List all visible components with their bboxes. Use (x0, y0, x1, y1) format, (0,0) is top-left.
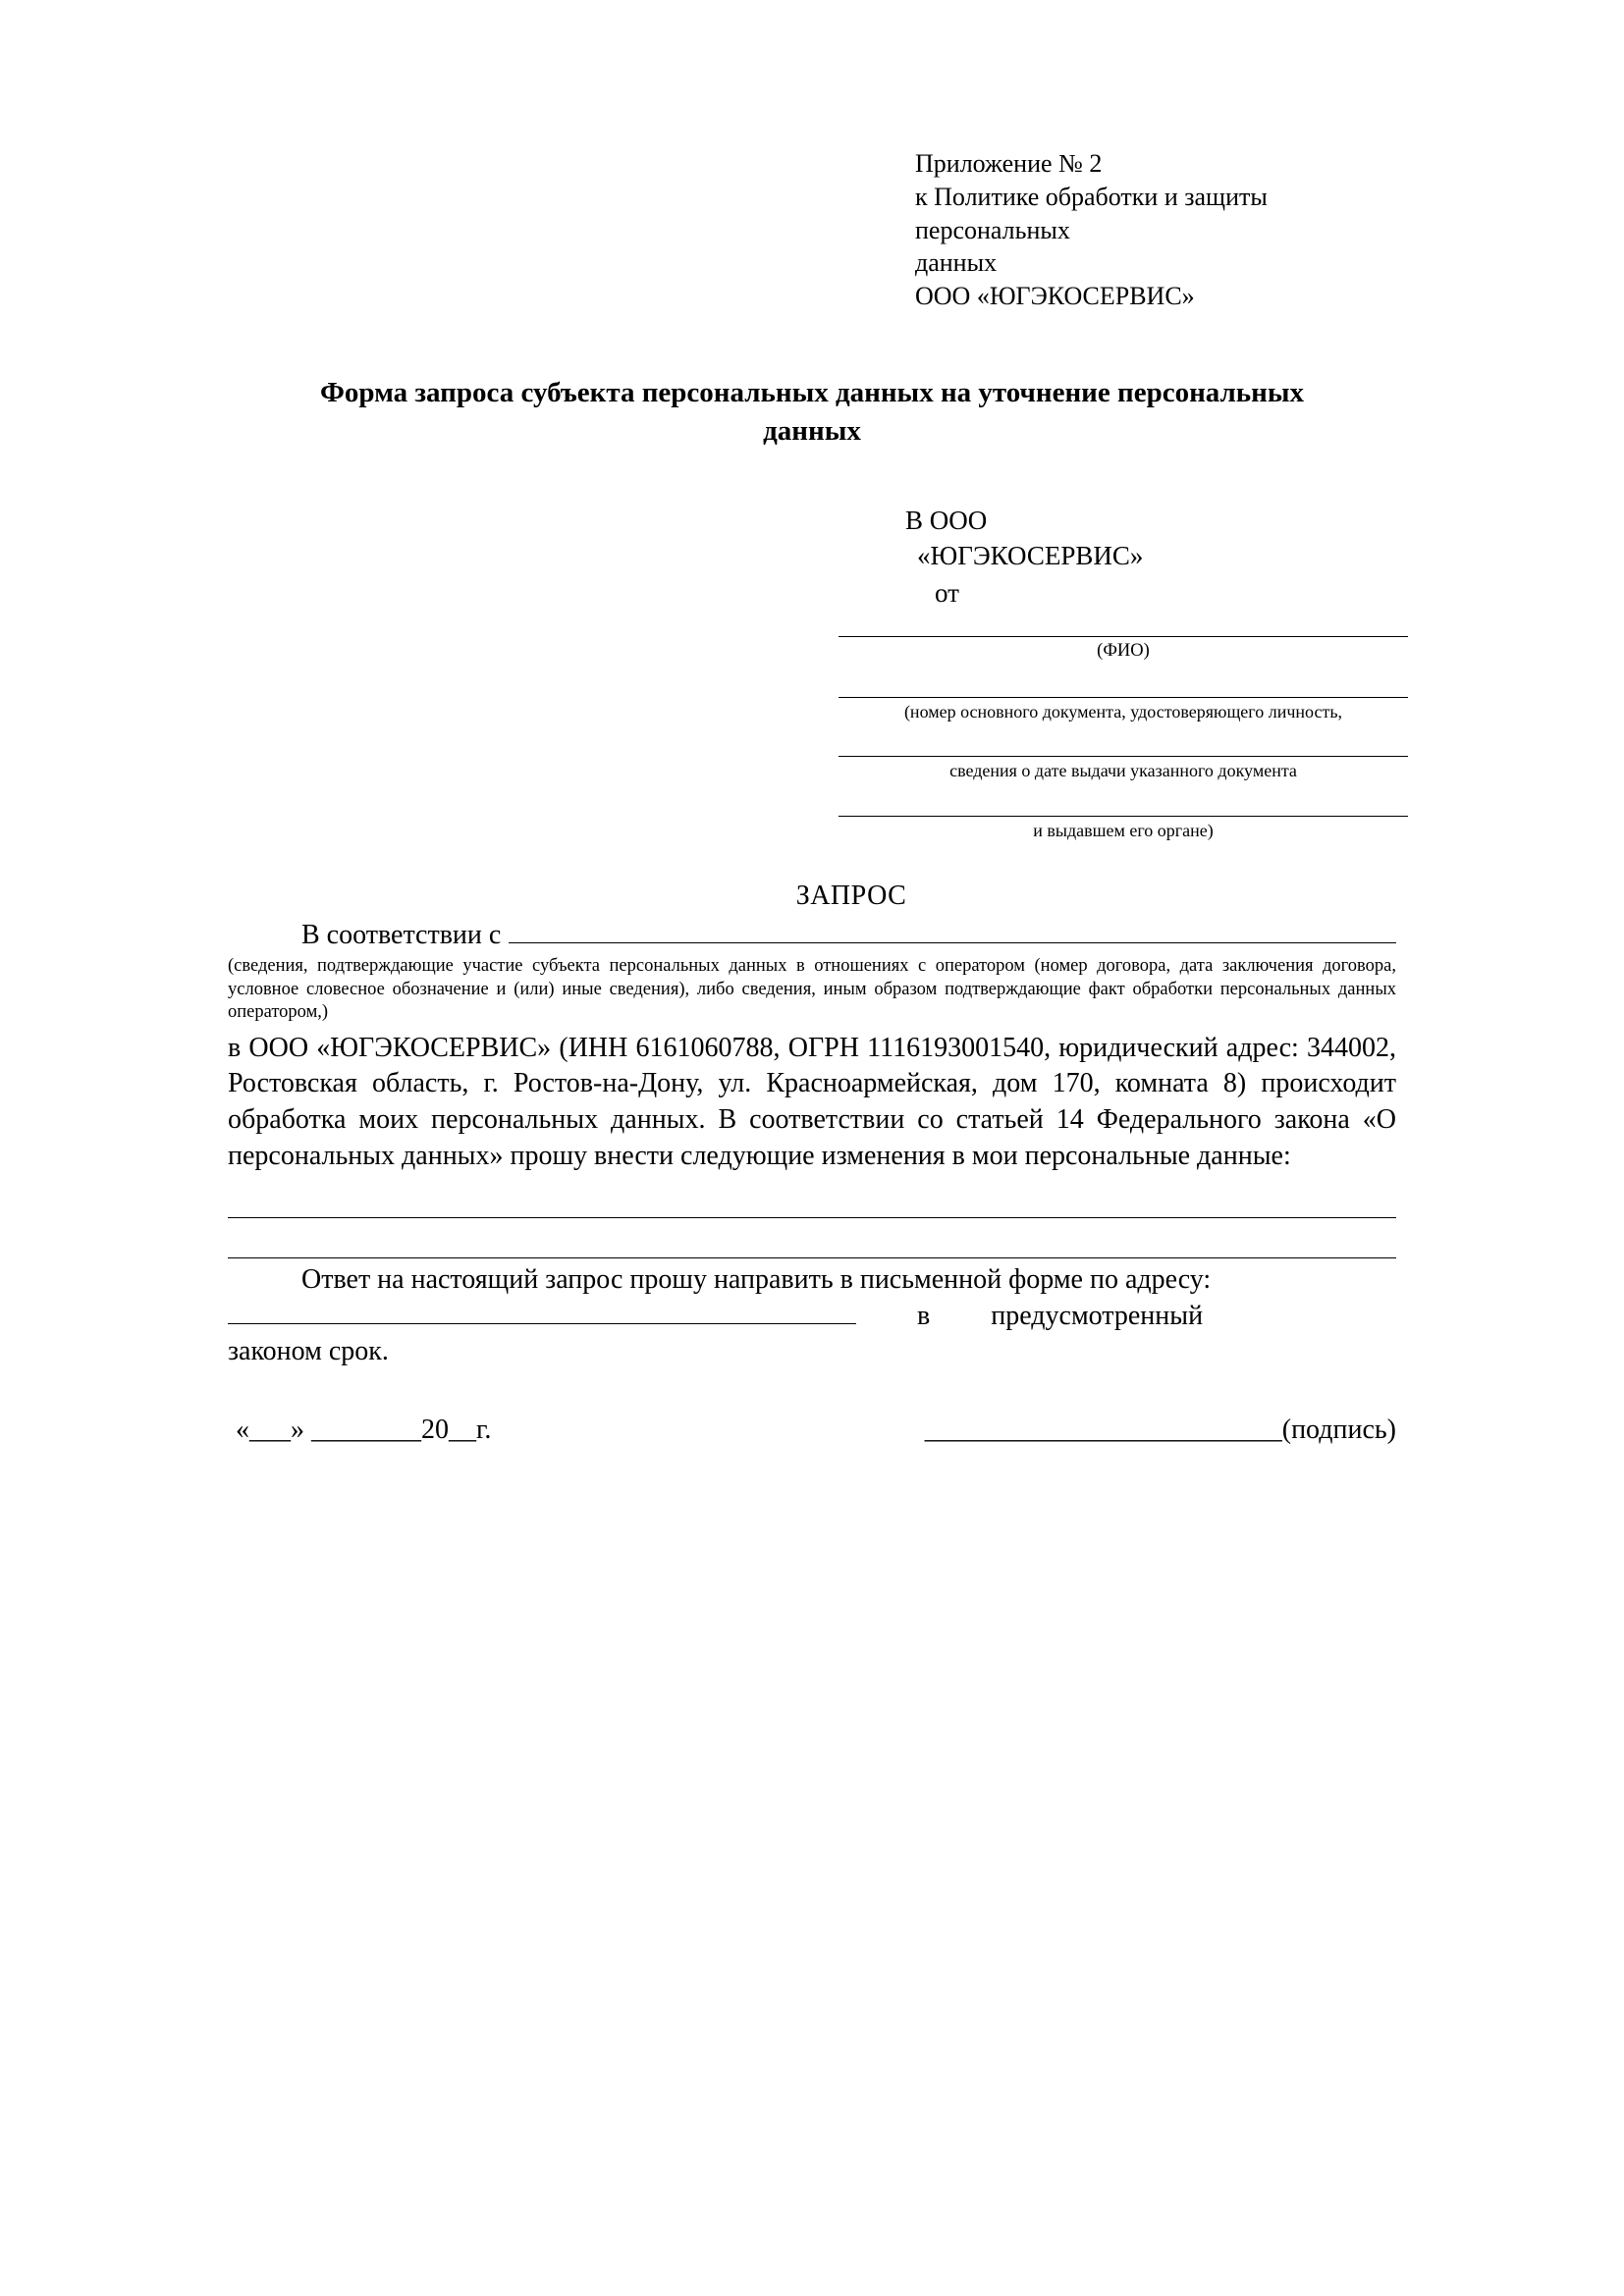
answer-address-input-line[interactable] (228, 1302, 856, 1324)
document-date-caption: сведения о дате выдачи указанного документа (949, 761, 1297, 781)
answer-tail: законом срок. (228, 1335, 389, 1366)
in-accordance-input-line[interactable] (509, 921, 1396, 943)
date-field[interactable]: «___» ________20__г. (236, 1414, 492, 1445)
signature-field[interactable]: __________________________(подпись) (924, 1414, 1396, 1445)
header-line-2: к Политике обработки и защиты персональных (915, 182, 1274, 244)
changes-input-line-2[interactable] (228, 1218, 1396, 1258)
in-accordance-label: В соответствии с (301, 920, 502, 951)
header-line-3: данных (915, 248, 998, 278)
header-line-4: ООО «ЮГЭКОСЕРВИС» (915, 282, 1195, 311)
fineprint-note: (сведения, подтверждающие участие субъекта персональных данных в отношениях с оператором (номер договора, дата заключения договора, условное словесное обозначение и (или) иные сведения), либо сведения, иным образом подтверждающие факт обработки персональных данных оператором,) (228, 956, 1396, 1023)
document-header (915, 147, 1396, 313)
answer-paragraph-text: Ответ на настоящий запрос прошу направить в письменной форме по адресу: (301, 1264, 1212, 1296)
document-number-caption: (номер основного документа, удостоверяющего личность, (903, 701, 1343, 721)
addressee-line-1: В ООО (905, 505, 988, 535)
fio-caption: (ФИО) (1097, 641, 1150, 662)
applicant-fields (839, 611, 1408, 841)
answer-word-provided: предусмотренный (991, 1300, 1204, 1331)
answer-address-row (228, 1301, 1396, 1332)
document-issuer-input-line[interactable] (839, 790, 1408, 817)
header-line-1: Приложение № 2 (915, 149, 1103, 178)
answer-word-v: в (917, 1300, 931, 1331)
in-accordance-row (228, 920, 1396, 951)
addressee-line-2: «ЮГЭКОСЕРВИС» (917, 540, 1144, 570)
request-heading: ЗАПРОС (795, 881, 907, 912)
document-date-input-line[interactable] (839, 730, 1408, 757)
answer-paragraph (228, 1262, 1396, 1299)
signature-row (228, 1415, 1396, 1446)
addressee-block (905, 504, 1396, 612)
changes-input-line-1[interactable] (228, 1174, 1396, 1218)
document-number-input-line[interactable] (839, 671, 1408, 698)
page-title: Форма запроса субъекта персональных данных на уточнение персональных данных (320, 376, 1304, 447)
body-paragraph: в ООО «ЮГЭКОСЕРВИС» (ИНН 6161060788, ОГРН 1116193001540, юридический адрес: 344002, Ростовская область, г. Ростов-на-Дону, ул. Красноармейская, дом 170, комната 8) происходит обработка моих персональных данных. В соответствии со статьей 14 Федерального закона «О персональных данных» прошу внести следующие изменения в мои персональные данные: (228, 1032, 1396, 1171)
addressee-from-label: от (935, 577, 959, 608)
document-issuer-caption: и выдавшем его органе) (1033, 820, 1214, 840)
fio-input-line[interactable] (839, 611, 1408, 637)
